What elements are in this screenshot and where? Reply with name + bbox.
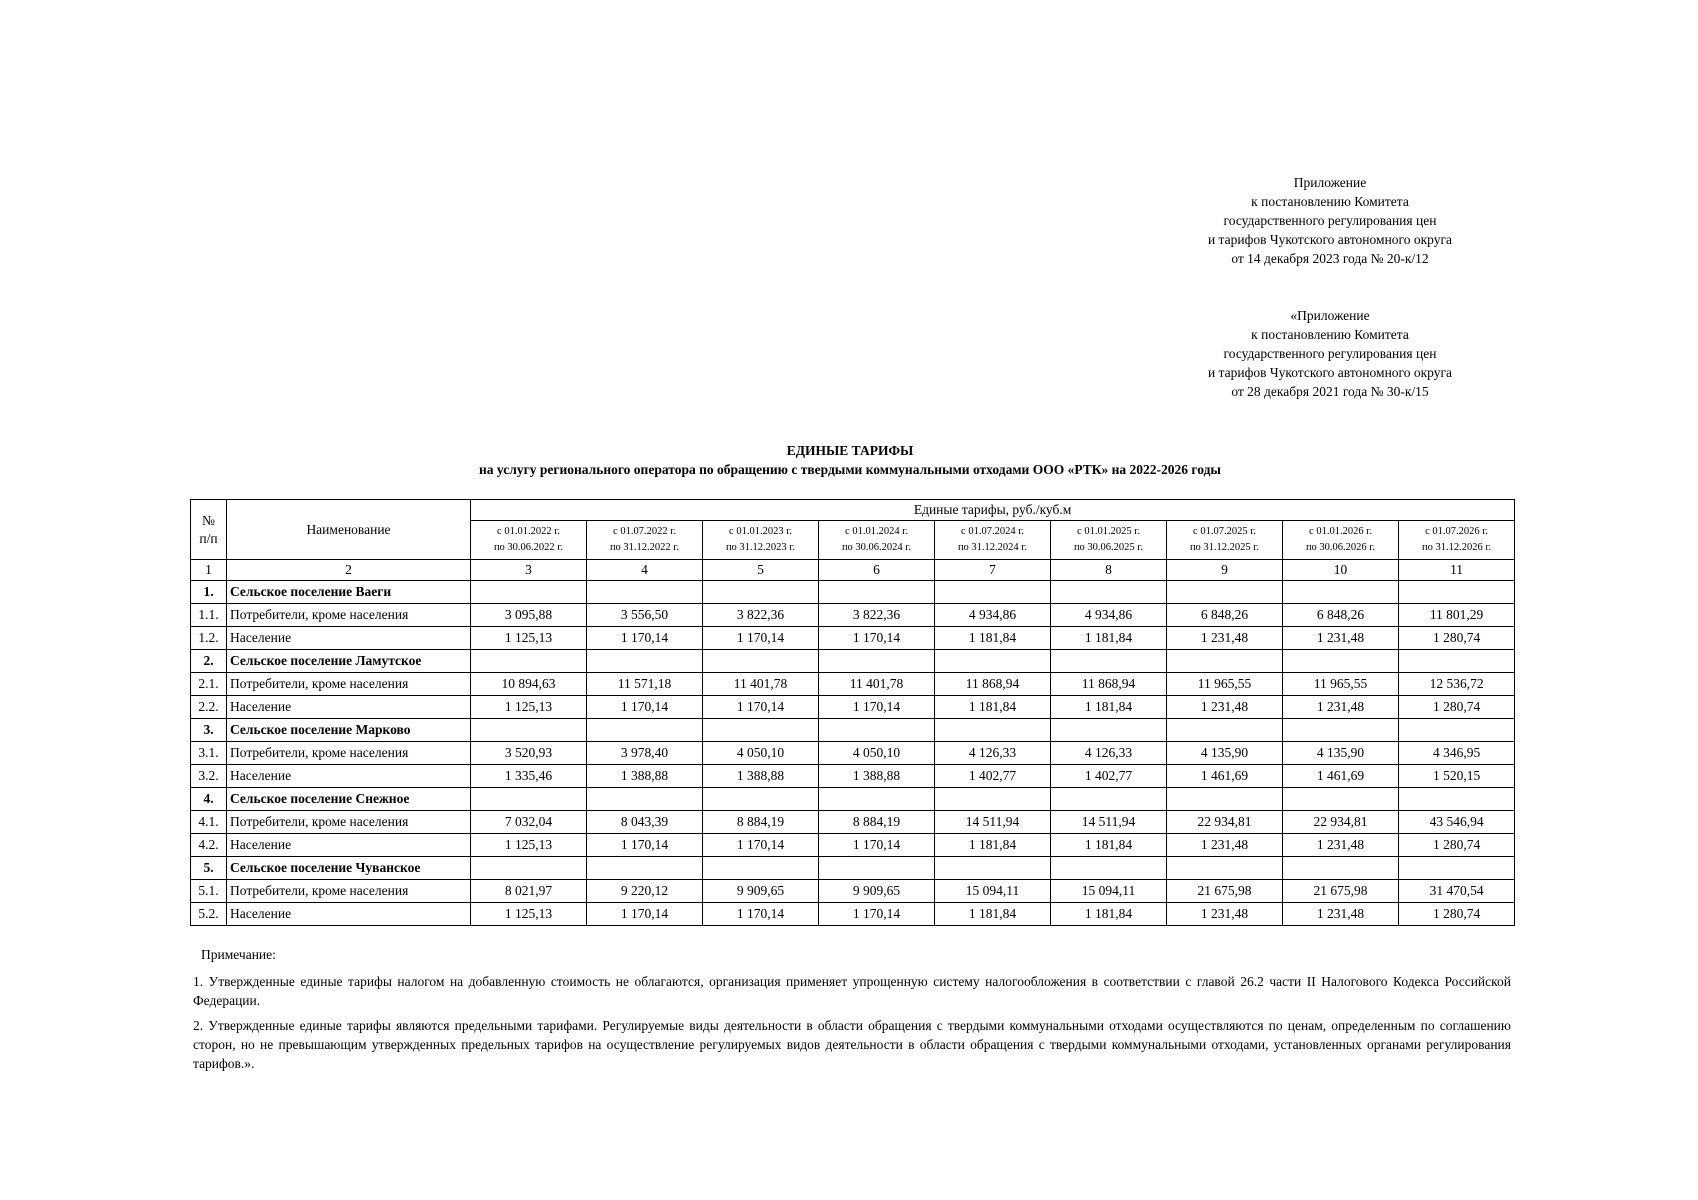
- tariff-value: [819, 719, 935, 742]
- tariff-value: 1 520,15: [1399, 765, 1515, 788]
- tariff-value: 1 280,74: [1399, 834, 1515, 857]
- row-number: 1.: [191, 581, 227, 604]
- tariff-value: [1399, 857, 1515, 880]
- tariff-value: 1 170,14: [819, 903, 935, 926]
- tariff-value: 8 021,97: [471, 880, 587, 903]
- appendix-header-current: [1180, 173, 1480, 268]
- tariff-value: 31 470,54: [1399, 880, 1515, 903]
- row-number: 4.1.: [191, 811, 227, 834]
- tariff-value: 1 181,84: [1051, 627, 1167, 650]
- tariff-value: 1 335,46: [471, 765, 587, 788]
- tariff-value: 1 388,88: [703, 765, 819, 788]
- tariff-value: 6 848,26: [1167, 604, 1283, 627]
- tariff-value: [471, 719, 587, 742]
- tariff-value: [1399, 581, 1515, 604]
- tariff-value: 11 965,55: [1283, 673, 1399, 696]
- tariff-value: 1 181,84: [935, 627, 1051, 650]
- tariff-value: [587, 719, 703, 742]
- row-number: 5.: [191, 857, 227, 880]
- period-from: с 01.01.2026 г.: [1309, 526, 1372, 537]
- tariff-value: 1 461,69: [1167, 765, 1283, 788]
- section-row: [191, 857, 1515, 880]
- table-row: [191, 696, 1515, 719]
- column-number: 1: [191, 560, 227, 581]
- note-item: 1. Утвержденные единые тарифы налогом на добавленную стоимость не облагаются, организация применяет упрощенную систему налогообложения в соответствии с главой 26.2 части II Налогового Кодекса Российской Федерации.: [193, 974, 1511, 1008]
- tariff-value: [471, 788, 587, 811]
- settlement-name: Сельское поселение Марково: [227, 719, 471, 742]
- tariff-value: 11 965,55: [1167, 673, 1283, 696]
- tariff-value: [1399, 719, 1515, 742]
- tariff-value: 1 388,88: [587, 765, 703, 788]
- consumer-category: Потребители, кроме населения: [227, 742, 471, 765]
- tariff-value: [587, 581, 703, 604]
- row-number: 3.: [191, 719, 227, 742]
- consumer-category: Население: [227, 903, 471, 926]
- tariff-value: [703, 719, 819, 742]
- tariff-value: [1167, 719, 1283, 742]
- header-period: [1051, 521, 1167, 560]
- row-number: 5.1.: [191, 880, 227, 903]
- tariff-value: [703, 788, 819, 811]
- header-number-line2: п/п: [199, 530, 218, 546]
- tariff-value: 1 170,14: [819, 834, 935, 857]
- tariff-value: 11 571,18: [587, 673, 703, 696]
- tariff-value: 1 280,74: [1399, 696, 1515, 719]
- period-from: с 01.07.2022 г.: [613, 526, 676, 537]
- period-to: по 30.06.2026 г.: [1305, 542, 1376, 553]
- table-row: [191, 903, 1515, 926]
- header-name: Наименование: [227, 500, 471, 560]
- period-from: с 01.01.2022 г.: [497, 526, 560, 537]
- tariff-value: 21 675,98: [1167, 880, 1283, 903]
- tariff-value: 1 170,14: [703, 834, 819, 857]
- tariff-value: 8 884,19: [819, 811, 935, 834]
- tariff-value: [819, 788, 935, 811]
- notes-title: Примечание:: [201, 947, 276, 962]
- appendix-header-original: [1180, 306, 1480, 401]
- consumer-category: Потребители, кроме населения: [227, 673, 471, 696]
- header-period: [703, 521, 819, 560]
- period-from: с 01.01.2023 г.: [729, 526, 792, 537]
- section-row: [191, 719, 1515, 742]
- tariff-value: [1399, 788, 1515, 811]
- appendix-line: и тарифов Чукотского автономного округа: [1207, 365, 1453, 380]
- tariff-value: [935, 581, 1051, 604]
- consumer-category: Население: [227, 696, 471, 719]
- tariff-value: [935, 650, 1051, 673]
- period-to: по 31.12.2026 г.: [1422, 542, 1492, 553]
- tariff-value: 7 032,04: [471, 811, 587, 834]
- header-period: [1283, 521, 1399, 560]
- table-body: [191, 581, 1515, 926]
- column-number: 11: [1399, 560, 1515, 581]
- tariff-value: 1 231,48: [1283, 903, 1399, 926]
- header-period: [935, 521, 1051, 560]
- tariff-value: 1 125,13: [471, 834, 587, 857]
- tariff-value: 1 170,14: [587, 834, 703, 857]
- tariff-value: [1283, 788, 1399, 811]
- period-from: с 01.01.2024 г.: [845, 526, 908, 537]
- tariff-value: [935, 788, 1051, 811]
- tariff-value: 1 181,84: [1051, 903, 1167, 926]
- tariff-value: 22 934,81: [1167, 811, 1283, 834]
- tariff-value: [1283, 857, 1399, 880]
- period-to: по 31.12.2024 г.: [957, 542, 1028, 553]
- tariff-table: [190, 499, 1515, 926]
- tariff-value: 21 675,98: [1283, 880, 1399, 903]
- note-item: 2. Утвержденные единые тарифы являются предельными тарифами. Регулируемые виды деятельности в области обращения с твердыми коммунальными отходами осуществляются по ценам, определенным по соглашению сторон, но не превышающим утвержденных предельных тарифов на осуществление регулируемых видов деятельности в области обращения с твердыми коммунальными отходами, установленных органами регулирования тарифов.».: [193, 1018, 1511, 1071]
- tariff-value: 1 402,77: [935, 765, 1051, 788]
- table-row: [191, 834, 1515, 857]
- column-number: 4: [587, 560, 703, 581]
- settlement-name: Сельское поселение Ваеги: [227, 581, 471, 604]
- period-to: по 31.12.2023 г.: [725, 542, 796, 553]
- tariff-value: 9 909,65: [703, 880, 819, 903]
- tariff-value: [1051, 650, 1167, 673]
- tariff-value: 1 231,48: [1283, 834, 1399, 857]
- tariff-value: 4 135,90: [1167, 742, 1283, 765]
- appendix-line: государственного регулирования цен: [1223, 213, 1437, 228]
- column-number: 5: [703, 560, 819, 581]
- tariff-value: 3 822,36: [703, 604, 819, 627]
- header-period: [819, 521, 935, 560]
- tariff-value: 11 868,94: [1051, 673, 1167, 696]
- header-period: [1167, 521, 1283, 560]
- tariff-value: 11 401,78: [819, 673, 935, 696]
- tariff-value: 9 220,12: [587, 880, 703, 903]
- tariff-value: 11 801,29: [1399, 604, 1515, 627]
- title-main: ЕДИНЫЕ ТАРИФЫ: [786, 443, 914, 458]
- header-period: [471, 521, 587, 560]
- table-row: [191, 880, 1515, 903]
- appendix-line: от 14 декабря 2023 года № 20-к/12: [1231, 251, 1429, 266]
- tariff-value: [587, 650, 703, 673]
- table-row: [191, 627, 1515, 650]
- tariff-value: 1 181,84: [935, 903, 1051, 926]
- tariff-value: [1283, 650, 1399, 673]
- tariff-value: 1 181,84: [935, 696, 1051, 719]
- tariff-value: 8 884,19: [703, 811, 819, 834]
- tariff-value: [1167, 788, 1283, 811]
- period-to: по 31.12.2025 г.: [1189, 542, 1260, 553]
- tariff-value: [819, 857, 935, 880]
- tariff-value: 1 388,88: [819, 765, 935, 788]
- tariff-value: 4 934,86: [1051, 604, 1167, 627]
- row-number: 3.2.: [191, 765, 227, 788]
- tariff-value: 11 401,78: [703, 673, 819, 696]
- column-number: 8: [1051, 560, 1167, 581]
- row-number: 2.: [191, 650, 227, 673]
- tariff-value: [1167, 857, 1283, 880]
- table-row: [191, 811, 1515, 834]
- tariff-value: 1 170,14: [819, 627, 935, 650]
- settlement-name: Сельское поселение Ламутское: [227, 650, 471, 673]
- tariff-value: 1 181,84: [1051, 696, 1167, 719]
- appendix-line: государственного регулирования цен: [1223, 346, 1437, 361]
- row-number: 1.1.: [191, 604, 227, 627]
- tariff-value: 4 346,95: [1399, 742, 1515, 765]
- tariff-value: [1051, 857, 1167, 880]
- appendix-line: к постановлению Комитета: [1251, 327, 1409, 342]
- tariff-value: [703, 650, 819, 673]
- settlement-name: Сельское поселение Чуванское: [227, 857, 471, 880]
- settlement-name: Сельское поселение Снежное: [227, 788, 471, 811]
- tariff-value: 1 231,48: [1167, 834, 1283, 857]
- tariff-value: 1 231,48: [1167, 696, 1283, 719]
- header-number: [191, 500, 227, 560]
- tariff-value: 4 050,10: [703, 742, 819, 765]
- column-numbers-row: [191, 560, 1515, 581]
- tariff-value: [935, 857, 1051, 880]
- tariff-value: 3 095,88: [471, 604, 587, 627]
- tariff-value: 1 125,13: [471, 627, 587, 650]
- tariff-value: [819, 581, 935, 604]
- row-number: 2.1.: [191, 673, 227, 696]
- tariff-value: 1 231,48: [1283, 627, 1399, 650]
- tariff-value: 4 126,33: [935, 742, 1051, 765]
- tariff-value: 1 170,14: [819, 696, 935, 719]
- tariff-value: [1399, 650, 1515, 673]
- tariff-value: [587, 857, 703, 880]
- table-row: [191, 765, 1515, 788]
- notes-section: [193, 945, 1511, 1079]
- tariff-value: 1 181,84: [1051, 834, 1167, 857]
- period-from: с 01.07.2024 г.: [961, 526, 1024, 537]
- tariff-value: 1 170,14: [587, 903, 703, 926]
- section-row: [191, 788, 1515, 811]
- tariff-value: [1051, 719, 1167, 742]
- tariff-value: 1 181,84: [935, 834, 1051, 857]
- title-subtitle: на услугу регионального оператора по обращению с твердыми коммунальными отходами ООО «РТК» на 2022-2026 годы: [479, 462, 1221, 477]
- tariff-value: [935, 719, 1051, 742]
- row-number: 4.2.: [191, 834, 227, 857]
- tariff-value: 15 094,11: [935, 880, 1051, 903]
- table-header: [191, 500, 1515, 581]
- tariff-value: 3 822,36: [819, 604, 935, 627]
- period-from: с 01.07.2025 г.: [1193, 526, 1256, 537]
- row-number: 4.: [191, 788, 227, 811]
- tariff-value: 1 170,14: [703, 903, 819, 926]
- tariff-value: 10 894,63: [471, 673, 587, 696]
- tariff-value: 1 280,74: [1399, 903, 1515, 926]
- tariff-value: [587, 788, 703, 811]
- tariff-value: 1 170,14: [587, 627, 703, 650]
- tariff-value: [1283, 581, 1399, 604]
- tariff-value: 22 934,81: [1283, 811, 1399, 834]
- period-to: по 31.12.2022 г.: [609, 542, 680, 553]
- column-number: 3: [471, 560, 587, 581]
- document-title: [190, 441, 1510, 479]
- period-to: по 30.06.2025 г.: [1073, 542, 1144, 553]
- column-number: 2: [227, 560, 471, 581]
- appendix-line: и тарифов Чукотского автономного округа: [1207, 232, 1453, 247]
- tariff-value: 12 536,72: [1399, 673, 1515, 696]
- column-number: 6: [819, 560, 935, 581]
- row-number: 1.2.: [191, 627, 227, 650]
- tariff-value: 3 978,40: [587, 742, 703, 765]
- row-number: 5.2.: [191, 903, 227, 926]
- tariff-value: 3 520,93: [471, 742, 587, 765]
- tariff-value: 1 125,13: [471, 696, 587, 719]
- tariff-value: [703, 857, 819, 880]
- header-period: [587, 521, 703, 560]
- column-number: 7: [935, 560, 1051, 581]
- header-period: [1399, 521, 1515, 560]
- tariff-value: 4 934,86: [935, 604, 1051, 627]
- header-number-line1: №: [202, 512, 215, 528]
- tariff-value: [1051, 581, 1167, 604]
- consumer-category: Потребители, кроме населения: [227, 880, 471, 903]
- appendix-line: от 28 декабря 2021 года № 30-к/15: [1231, 384, 1429, 399]
- tariff-value: 3 556,50: [587, 604, 703, 627]
- tariff-value: 1 402,77: [1051, 765, 1167, 788]
- tariff-value: [819, 650, 935, 673]
- tariff-value: [1051, 788, 1167, 811]
- appendix-line: к постановлению Комитета: [1251, 194, 1409, 209]
- tariff-value: [471, 581, 587, 604]
- consumer-category: Потребители, кроме населения: [227, 604, 471, 627]
- header-tariff-group: Единые тарифы, руб./куб.м: [471, 500, 1515, 521]
- column-number: 9: [1167, 560, 1283, 581]
- period-from: с 01.01.2025 г.: [1077, 526, 1140, 537]
- tariff-value: 43 546,94: [1399, 811, 1515, 834]
- table-row: [191, 673, 1515, 696]
- tariff-value: [471, 857, 587, 880]
- tariff-value: 15 094,11: [1051, 880, 1167, 903]
- tariff-value: 6 848,26: [1283, 604, 1399, 627]
- column-number: 10: [1283, 560, 1399, 581]
- tariff-value: 1 280,74: [1399, 627, 1515, 650]
- tariff-value: 9 909,65: [819, 880, 935, 903]
- tariff-value: [1167, 581, 1283, 604]
- tariff-value: 4 135,90: [1283, 742, 1399, 765]
- tariff-value: 1 231,48: [1167, 903, 1283, 926]
- tariff-value: 1 231,48: [1167, 627, 1283, 650]
- tariff-value: 14 511,94: [935, 811, 1051, 834]
- consumer-category: Население: [227, 627, 471, 650]
- appendix-line: Приложение: [1293, 175, 1367, 190]
- tariff-value: 1 170,14: [703, 627, 819, 650]
- row-number: 2.2.: [191, 696, 227, 719]
- tariff-value: [1283, 719, 1399, 742]
- tariff-value: 4 126,33: [1051, 742, 1167, 765]
- period-to: по 30.06.2024 г.: [841, 542, 912, 553]
- appendix-line: «Приложение: [1290, 308, 1370, 323]
- section-row: [191, 581, 1515, 604]
- tariff-value: 1 170,14: [587, 696, 703, 719]
- tariff-value: [1167, 650, 1283, 673]
- tariff-value: [703, 581, 819, 604]
- tariff-value: 1 170,14: [703, 696, 819, 719]
- tariff-value: [471, 650, 587, 673]
- tariff-value: 1 125,13: [471, 903, 587, 926]
- section-row: [191, 650, 1515, 673]
- period-from: с 01.07.2026 г.: [1425, 526, 1489, 537]
- consumer-category: Население: [227, 765, 471, 788]
- tariff-value: 1 461,69: [1283, 765, 1399, 788]
- tariff-value: 14 511,94: [1051, 811, 1167, 834]
- table-row: [191, 604, 1515, 627]
- period-to: по 30.06.2022 г.: [493, 542, 564, 553]
- tariff-value: 11 868,94: [935, 673, 1051, 696]
- tariff-value: 8 043,39: [587, 811, 703, 834]
- table-row: [191, 742, 1515, 765]
- consumer-category: Население: [227, 834, 471, 857]
- tariff-value: 1 231,48: [1283, 696, 1399, 719]
- row-number: 3.1.: [191, 742, 227, 765]
- consumer-category: Потребители, кроме населения: [227, 811, 471, 834]
- tariff-value: 4 050,10: [819, 742, 935, 765]
